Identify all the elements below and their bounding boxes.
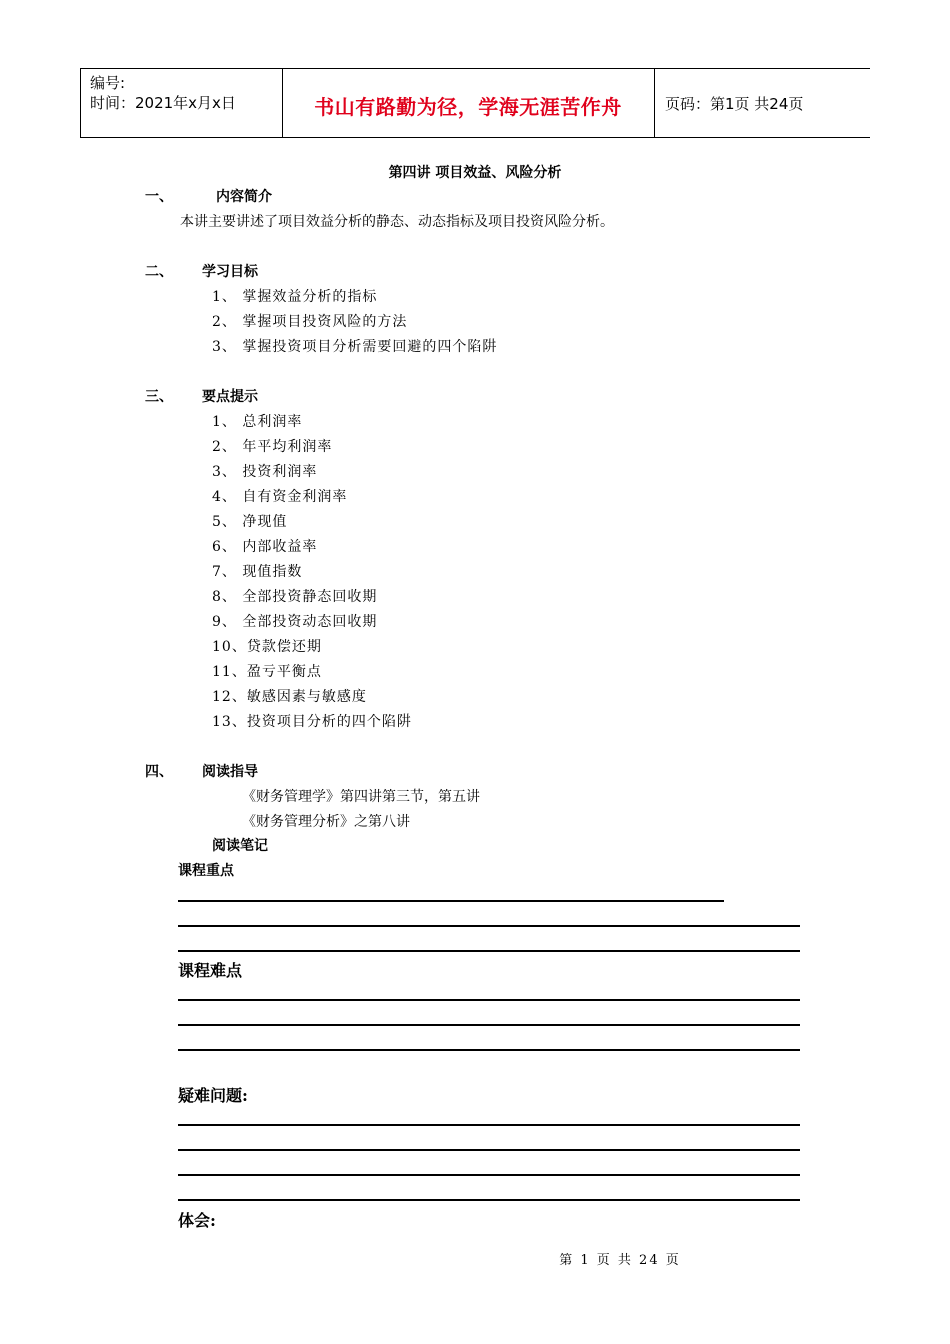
key-point-item: 5、 净现值	[212, 514, 288, 530]
reading-book: 《财务管理分析》之第八讲	[242, 814, 410, 830]
key-point-item: 6、 内部收益率	[212, 539, 318, 555]
goal-item: 2、 掌握项目投资风险的方法	[212, 314, 408, 330]
note-line	[178, 1149, 800, 1151]
note-line	[178, 900, 724, 902]
note-line	[178, 1174, 800, 1176]
note-line	[178, 925, 800, 927]
note-line	[178, 999, 800, 1001]
note-line	[178, 1199, 800, 1201]
header-meta	[90, 73, 236, 113]
key-point-item: 9、 全部投资动态回收期	[212, 614, 378, 630]
page-title: 第四讲 项目效益、风险分析	[388, 165, 562, 181]
section-2-number: 二、	[145, 264, 173, 280]
reading-notes-heading: 阅读笔记	[212, 838, 268, 854]
section-2-heading: 学习目标	[202, 264, 258, 280]
key-point-item: 3、 投资利润率	[212, 464, 318, 480]
header-left-border	[80, 69, 81, 137]
key-point-item: 11、盈亏平衡点	[212, 664, 322, 680]
section-4-heading: 阅读指导	[202, 764, 258, 780]
difficulties-label: 课程难点	[178, 961, 243, 980]
serial-label: 编号:	[90, 74, 126, 92]
key-point-item: 7、 现值指数	[212, 564, 303, 580]
key-point-item: 1、 总利润率	[212, 414, 303, 430]
page-header	[80, 68, 870, 138]
section-1-text: 本讲主要讲述了项目效益分析的静态、动态指标及项目投资风险分析。	[180, 214, 614, 230]
reading-book: 《财务管理学》第四讲第三节，第五讲	[242, 789, 480, 805]
key-point-item: 10、贷款偿还期	[212, 639, 322, 655]
reflection-label: 体会:	[178, 1211, 216, 1230]
key-point-item: 8、 全部投资静态回收期	[212, 589, 378, 605]
key-point-item: 12、敏感因素与敏感度	[212, 689, 367, 705]
header-divider-2	[654, 69, 655, 137]
note-line	[178, 1049, 800, 1051]
section-1-number: 一、	[145, 189, 173, 205]
header-slogan: 书山有路勤为径，学海无涯苦作舟	[314, 95, 622, 119]
page-footer: 第 1 页 共 24 页	[559, 1253, 681, 1268]
key-point-item: 13、投资项目分析的四个陷阱	[212, 714, 412, 730]
key-point-item: 4、 自有资金利润率	[212, 489, 348, 505]
key-points-label: 课程重点	[178, 863, 234, 879]
questions-label: 疑难问题:	[178, 1086, 248, 1105]
note-line	[178, 1124, 800, 1126]
section-3-number: 三、	[145, 389, 173, 405]
section-1-heading: 内容简介	[216, 189, 272, 205]
note-line	[178, 950, 800, 952]
section-4-number: 四、	[145, 764, 173, 780]
goal-item: 1、 掌握效益分析的指标	[212, 289, 378, 305]
note-line	[178, 1024, 800, 1026]
header-page-info: 页码：第1页 共24页	[665, 95, 804, 113]
time-label: 时间：2021年x月x日	[90, 94, 236, 112]
section-3-heading: 要点提示	[202, 389, 258, 405]
key-point-item: 2、 年平均利润率	[212, 439, 333, 455]
goal-item: 3、 掌握投资项目分析需要回避的四个陷阱	[212, 339, 498, 355]
